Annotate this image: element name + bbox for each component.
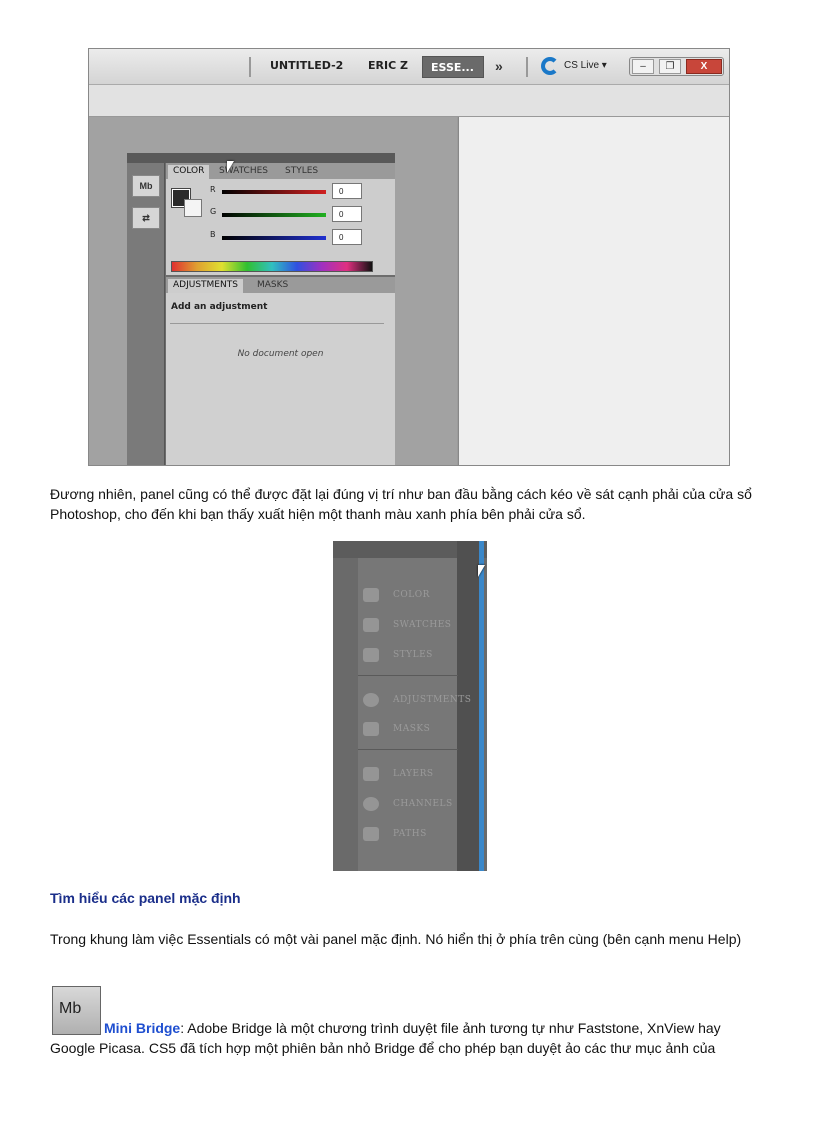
- background-color-swatch[interactable]: [184, 199, 202, 217]
- panel-item-layers[interactable]: [363, 765, 473, 785]
- close-button[interactable]: X: [686, 59, 722, 74]
- mini-bridge-icon[interactable]: Mb: [132, 175, 160, 197]
- section-heading: Tìm hiểu các panel mặc định: [50, 890, 241, 906]
- options-bar: [89, 85, 729, 117]
- separator: [249, 57, 251, 77]
- panel-item-label: MASKS: [393, 724, 431, 734]
- channel-g-slider[interactable]: [222, 213, 326, 217]
- restore-button[interactable]: ❐: [659, 59, 681, 74]
- paragraph-default-panels: Trong khung làm việc Essentials có một vài panel mặc định. Nó hiển thị ở phía trên cùng (bên cạnh menu Help): [50, 931, 742, 947]
- paragraph-reset-panel: Đương nhiên, panel cũng có thể được đặt lại đúng vị trí như ban đầu bằng cách kéo về sát cạnh phải của cửa sổ Photoshop, cho đến khi bạn thấy xuất hiện một thanh màu xanh phía bên phải cửa sổ.: [50, 486, 752, 522]
- divider: [358, 749, 458, 750]
- dock-icon-column: [127, 163, 165, 466]
- paths-icon: [363, 827, 379, 841]
- panel-item-swatches[interactable]: [363, 616, 473, 636]
- document-area: [458, 117, 730, 466]
- panel-item-masks[interactable]: [363, 720, 473, 740]
- panel-item-color[interactable]: [363, 586, 473, 606]
- paragraph-mini-bridge: [50, 1018, 766, 1058]
- no-document-message: No document open: [237, 349, 324, 359]
- tab-adjustments[interactable]: ADJUSTMENTS: [168, 279, 243, 293]
- panel-item-label: STYLES: [393, 650, 433, 660]
- tab-color[interactable]: COLOR: [168, 165, 209, 179]
- mini-bridge-icon-text: Mb: [59, 1000, 82, 1017]
- workspace-essentials[interactable]: ESSE...: [422, 56, 484, 78]
- mini-bridge-description: : Adobe Bridge là một chương trình duyệt file ảnh tương tự như Faststone, XnView hay Google Picasa. CS5 đã tích hợp một phiên bản nhỏ Bridge để cho phép bạn duyệt ảo các thư mục ảnh của: [50, 1020, 721, 1056]
- separator: [526, 57, 528, 77]
- workspace-eric[interactable]: ERIC Z: [368, 59, 408, 72]
- divider: [170, 323, 384, 324]
- more-workspaces-icon[interactable]: »: [495, 58, 503, 74]
- tab-swatches[interactable]: SWATCHES: [219, 166, 268, 176]
- dock-grip[interactable]: [127, 153, 395, 163]
- cs-live-icon: [541, 57, 559, 75]
- photoshop-screenshot-2: [333, 541, 487, 871]
- channels-icon: [363, 797, 379, 811]
- panel-item-adjustments[interactable]: [363, 691, 473, 711]
- tab-styles[interactable]: STYLES: [285, 166, 319, 176]
- channel-r-slider[interactable]: [222, 190, 326, 194]
- channel-b-slider[interactable]: [222, 236, 326, 240]
- swatches-grid-icon: [363, 618, 379, 632]
- panel-item-label: CHANNELS: [393, 799, 453, 809]
- channel-g-label: G: [210, 207, 217, 216]
- color-spectrum-bar[interactable]: [171, 261, 373, 272]
- photoshop-screenshot-1: [88, 48, 730, 466]
- styles-icon: [363, 648, 379, 662]
- channel-b-value[interactable]: 0: [332, 229, 362, 245]
- blue-drop-indicator: [479, 541, 484, 871]
- masks-icon: [363, 722, 379, 736]
- channel-g-value[interactable]: 0: [332, 206, 362, 222]
- cs-live-panel-icon[interactable]: ⇄: [132, 207, 160, 229]
- cs-live-menu[interactable]: CS Live ▾: [564, 60, 607, 71]
- panel-item-label: SWATCHES: [393, 620, 452, 630]
- workspace-untitled[interactable]: UNTITLED-2: [270, 59, 344, 72]
- color-panel-tabs: [166, 163, 395, 179]
- channel-r-label: R: [210, 185, 216, 194]
- adjustments-title: Add an adjustment: [171, 302, 268, 312]
- mini-bridge-link[interactable]: Mini Bridge: [104, 1020, 181, 1036]
- adjustments-icon: [363, 693, 379, 707]
- panel-item-label: LAYERS: [393, 769, 434, 779]
- channel-b-label: B: [210, 230, 216, 239]
- mouse-cursor-icon: [478, 565, 485, 577]
- tab-masks[interactable]: MASKS: [257, 280, 289, 290]
- application-bar: [89, 49, 729, 85]
- channel-r-value[interactable]: 0: [332, 183, 362, 199]
- color-panel: [166, 163, 395, 275]
- color-palette-icon: [363, 588, 379, 602]
- floating-panel-dock: [127, 153, 395, 466]
- layers-icon: [363, 767, 379, 781]
- panel-item-styles[interactable]: [363, 646, 473, 666]
- adjustments-panel-tabs: [166, 277, 395, 293]
- panel-item-channels[interactable]: [363, 795, 473, 815]
- panel-item-label: ADJUSTMENTS: [393, 695, 472, 705]
- minimize-button[interactable]: –: [632, 59, 654, 74]
- adjustments-panel: [166, 277, 395, 466]
- window-controls: [629, 57, 724, 76]
- panel-item-label: COLOR: [393, 590, 430, 600]
- panel-item-paths[interactable]: [363, 825, 473, 845]
- mouse-cursor-icon: [227, 161, 234, 173]
- panel-item-label: PATHS: [393, 829, 427, 839]
- divider: [358, 675, 458, 676]
